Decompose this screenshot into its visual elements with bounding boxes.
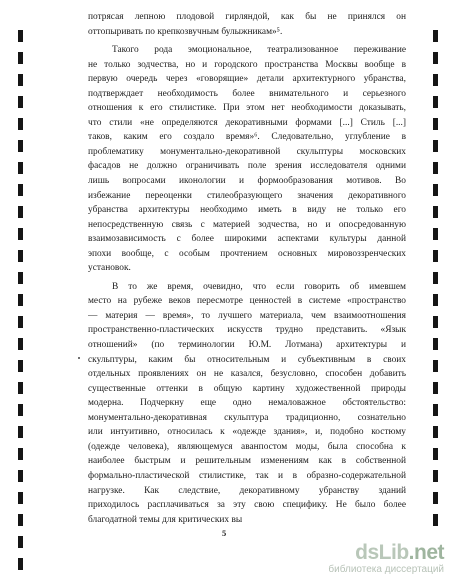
text-line: В то же время, очевидно, что если говорить об имевшем — [112, 281, 406, 292]
text-line: отношений» (по терминологии Ю.М. Лотмана) архитектуры и — [88, 340, 406, 351]
binding-mark — [18, 206, 23, 218]
binding-mark — [433, 514, 438, 526]
binding-mark — [18, 250, 23, 262]
binding-mark — [18, 294, 23, 306]
text-line: или интуитивно, относилась к «одежде здания», и, подобно костюму — [88, 427, 406, 438]
binding-mark — [433, 382, 438, 394]
text-line: эпохи вообще, с особым прочтением основных мировоззренческих — [88, 248, 406, 259]
text-line: отдельных проявлениях он не казался, безусловно, способен добавить — [88, 369, 406, 380]
binding-mark — [18, 404, 23, 416]
binding-mark — [18, 360, 23, 372]
binding-mark — [18, 316, 23, 328]
binding-mark — [433, 426, 438, 438]
text-line: модерна. Подчеркну еще одно немаловажное обстоятельство: — [88, 398, 406, 409]
binding-mark — [433, 118, 438, 130]
paragraph-2 — [88, 43, 406, 276]
text-line: нагрузке. Как следствие, декоративному убранству зданий — [88, 485, 406, 496]
text-line: пространственно-пластических искусств трудно представить. «Язык — [88, 325, 406, 336]
binding-mark — [18, 140, 23, 152]
binding-mark — [433, 316, 438, 328]
text-line: Такого рода эмоциональное, театрализованное переживание — [112, 45, 406, 56]
binding-mark — [18, 74, 23, 86]
text-line: избежание переоценки стилеобразующего значения декоративного — [88, 190, 406, 201]
watermark-subtitle: библиотека диссертаций — [328, 564, 444, 575]
text-line: формально-пластической стилистике, так и в образно-содержательной — [88, 470, 406, 481]
binding-mark — [433, 184, 438, 196]
text-line: — материя — время», то лучшего материала, чем взаимоотношения — [88, 310, 406, 321]
text-line: проблематику монументально-декоративной скульптуры московских — [88, 146, 406, 157]
binding-mark — [433, 492, 438, 504]
binding-mark — [433, 448, 438, 460]
binding-mark — [433, 272, 438, 284]
text-line: непосредственную связь с материей зодчества, но и опосредованную — [88, 219, 406, 230]
text-line: потрясая лепною плодовой гирляндой, как бы не принялся он — [88, 12, 406, 22]
watermark-logo — [355, 541, 444, 565]
binding-mark — [433, 30, 438, 42]
page-number: 5 — [222, 528, 227, 538]
text-line: (одежде человека), являющемуся аванпостом моды, была способна к — [88, 441, 406, 452]
binding-mark — [433, 140, 438, 152]
binding-mark — [18, 514, 23, 526]
text-line: установок. — [88, 263, 131, 274]
binding-mark — [18, 228, 23, 240]
text-line: убранства архитектуры необходимо иметь в виду не только его — [88, 205, 406, 216]
scan-speck — [78, 357, 80, 359]
text-line: лишь вопросами иконологии и формообразования мотивов. Во — [88, 176, 406, 187]
paragraph-1 — [88, 10, 406, 39]
binding-mark — [433, 404, 438, 416]
binding-mark — [18, 470, 23, 482]
binding-mark — [433, 250, 438, 262]
text-line: благодатной темы для критических вы — [88, 514, 243, 525]
text-line: место на рубеже веков пересмотре ценностей в системе «пространство — [88, 296, 406, 307]
text-line: взаимозависимость с более широкими аспектами культуры данной — [88, 234, 406, 245]
binding-mark — [433, 470, 438, 482]
binding-mark — [18, 184, 23, 196]
binding-mark — [18, 52, 23, 64]
binding-mark — [18, 426, 23, 438]
binding-mark — [433, 228, 438, 240]
left-edge-binding-marks — [18, 0, 24, 582]
binding-mark — [18, 558, 23, 570]
text-line: отношения к его стилистике. При этом нет необходимости доказывать, — [88, 103, 406, 114]
text-line: приходилось расплачиваться за эту свою специфику. Не было более — [88, 500, 406, 511]
binding-mark — [433, 74, 438, 86]
body-text — [88, 10, 406, 527]
binding-mark — [433, 206, 438, 218]
binding-mark — [433, 338, 438, 350]
text-line: скульптуры, каким бы относительным и субъективным в своих — [88, 354, 406, 365]
binding-mark — [18, 536, 23, 548]
text-line: первую очередь через «говорящие» детали архитектурного убранства, — [88, 74, 406, 85]
text-line: монументально-декоративная скульптура традиционно, сознательно — [88, 412, 406, 423]
binding-mark — [433, 360, 438, 372]
text-line: фасадов не должно ограничивать поле зрения исследователя одними — [88, 161, 406, 172]
text-line: что стили «не определяются декоративными формами [...] Стиль [...] — [88, 117, 406, 128]
binding-mark — [18, 118, 23, 130]
watermark-logo-tld: .net — [408, 541, 444, 564]
binding-mark — [18, 492, 23, 504]
binding-mark — [18, 272, 23, 284]
binding-mark — [433, 294, 438, 306]
paragraph-3 — [88, 280, 406, 527]
text-line: таков, каким его создало время»⁶. Следовательно, углубление в — [88, 132, 406, 143]
binding-mark — [433, 52, 438, 64]
text-line: не только зодчества, но и городского пространства Москвы вообще в — [88, 59, 406, 70]
binding-mark — [18, 448, 23, 460]
binding-mark — [18, 162, 23, 174]
right-edge-binding-marks — [433, 0, 439, 582]
binding-mark — [18, 382, 23, 394]
text-line: подтверждает необходимость более внимательного и серьезного — [88, 88, 406, 99]
binding-mark — [433, 96, 438, 108]
binding-mark — [18, 30, 23, 42]
text-line: существенные оттенки в общую картину художественной природы — [88, 383, 406, 394]
watermark — [312, 541, 446, 579]
binding-mark — [433, 162, 438, 174]
watermark-logo-main: dsLib — [355, 541, 409, 564]
text-line: наиболее быстрым и решительным изменениям как в собственной — [88, 456, 406, 467]
binding-mark — [18, 338, 23, 350]
binding-mark — [18, 96, 23, 108]
text-line: оттопыривать по крепкозвучным булыжникам»⁵. — [88, 26, 283, 37]
